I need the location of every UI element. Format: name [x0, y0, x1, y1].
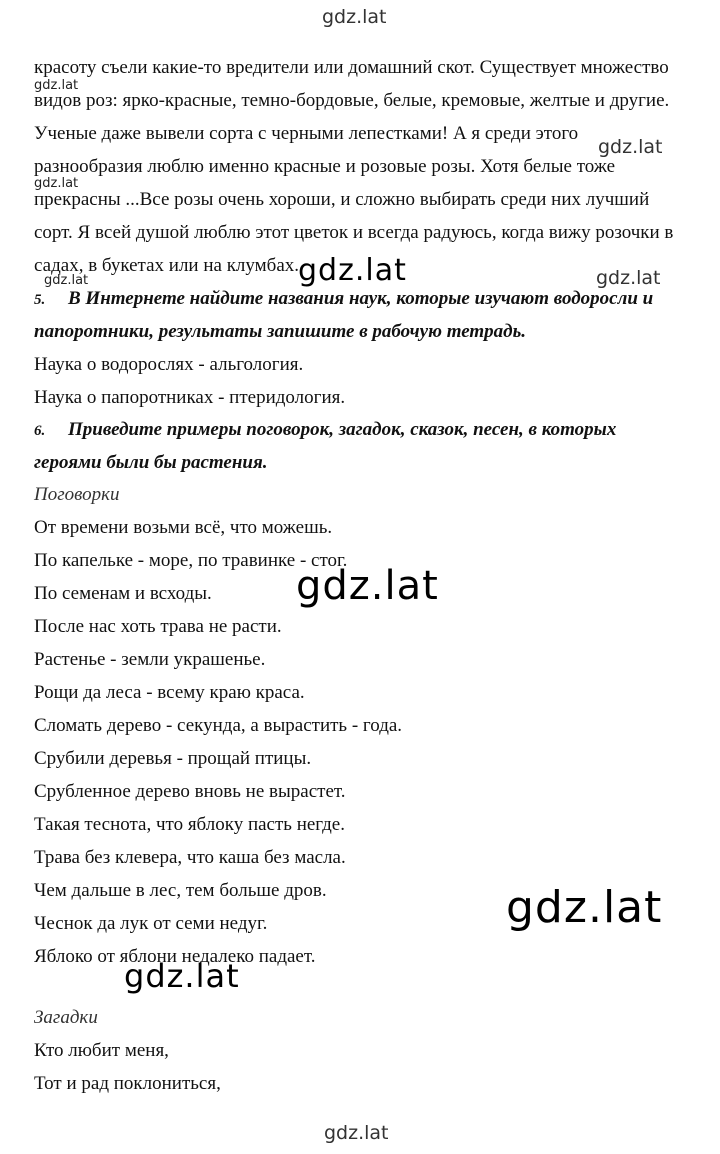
proverb-line: Чеснок да лук от семи недуг. — [34, 913, 268, 934]
paragraph-line: разнообразия люблю именно красные и розовые розы. Хотя белые тоже — [34, 156, 616, 177]
watermark-small: gdz.lat — [34, 78, 79, 93]
task5-line1: В Интернете найдите названия наук, которые изучают водоросли и — [68, 288, 654, 309]
paragraph-line: прекрасны ...Все розы очень хороши, и сложно выбирать среди них лучший — [34, 189, 650, 210]
riddle-line: Тот и рад поклониться, — [34, 1073, 221, 1094]
proverb-line: Чем дальше в лес, тем больше дров. — [34, 880, 327, 901]
watermark-small: gdz.lat — [34, 176, 79, 191]
paragraph-line: видов роз: ярко-красные, темно-бордовые, белые, кремовые, желтые и другие. — [34, 90, 670, 111]
proverb-line: Срубили деревья - прощай птицы. — [34, 748, 312, 769]
task5-heading-line2: папоротники, результаты запишите в рабочую тетрадь. — [34, 321, 527, 342]
watermark-top: gdz.lat — [322, 6, 387, 28]
task5-heading — [34, 289, 653, 308]
proverb-line: От времени возьми всё, что можешь. — [34, 517, 333, 538]
proverb-line: Растенье - земли украшенье. — [34, 649, 266, 670]
proverb-line: После нас хоть трава не расти. — [34, 616, 282, 637]
watermark-medium: gdz.lat — [298, 253, 407, 288]
task6-number: 6. — [34, 423, 46, 439]
proverb-line: Сломать дерево - секунда, а вырастить - года. — [34, 715, 403, 736]
riddle-line: Кто любит меня, — [34, 1040, 169, 1061]
task6-line1: Приведите примеры поговорок, загадок, сказок, песен, в которых — [68, 419, 617, 440]
answer-line: Наука о папоротниках - птеридология. — [34, 387, 346, 408]
paragraph-line: Ученые даже вывели сорта с черными лепестками! А я среди этого — [34, 123, 579, 144]
proverb-line: Рощи да леса - всему краю краса. — [34, 682, 305, 703]
proverb-line: Яблоко от яблони недалеко падает. — [34, 946, 316, 967]
proverb-line: Срубленное дерево вновь не вырастет. — [34, 781, 346, 802]
proverb-line: По семенам и всходы. — [34, 583, 212, 604]
proverbs-title: Поговорки — [34, 484, 120, 505]
task5-number: 5. — [34, 292, 46, 308]
proverb-line: По капельке - море, по травинке - стог. — [34, 550, 348, 571]
proverb-line: Такая теснота, что яблоку пасть негде. — [34, 814, 345, 835]
task6-heading-line2: героями были бы растения. — [34, 452, 268, 473]
task6-heading — [34, 420, 616, 439]
watermark-large: gdz.lat — [296, 563, 439, 609]
paragraph-line: красоту съели какие-то вредители или домашний скот. Существует множество — [34, 57, 669, 78]
watermark-large: gdz.lat — [506, 882, 663, 933]
riddles-title: Загадки — [34, 1007, 98, 1028]
watermark-small: gdz.lat — [596, 267, 661, 289]
paragraph-line: сорт. Я всей душой люблю этот цветок и всегда радуюсь, когда вижу розочки в — [34, 222, 674, 243]
watermark-medium: gdz.lat — [124, 957, 240, 995]
paragraph-line: садах, в букетах или на клумбах. — [34, 255, 300, 276]
watermark-small: gdz.lat — [44, 273, 89, 288]
proverb-line: Трава без клевера, что каша без масла. — [34, 847, 346, 868]
answer-line: Наука о водорослях - альгология. — [34, 354, 304, 375]
watermark-small: gdz.lat — [598, 136, 663, 158]
watermark-bottom: gdz.lat — [324, 1122, 389, 1144]
